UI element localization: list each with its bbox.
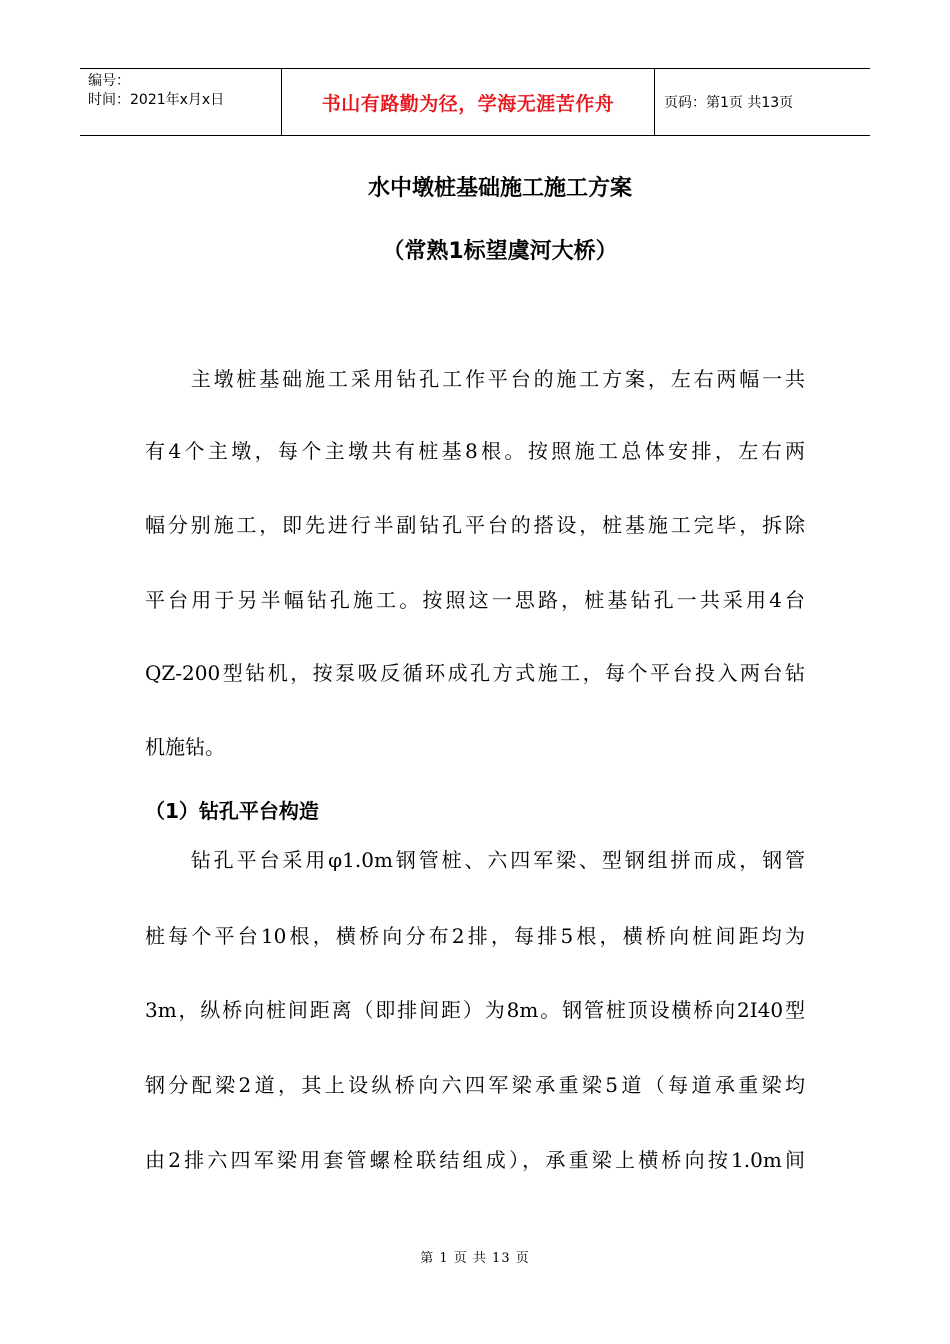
document-title: 水中墩桩基础施工施工方案: [367, 176, 632, 201]
header-divider: [654, 69, 655, 135]
time-label: 时间：2021年x月x日: [88, 92, 225, 108]
document-subtitle: （常熟1标望虞河大桥）: [382, 239, 618, 264]
section-heading: （1）钻孔平台构造: [145, 799, 319, 823]
paragraph-line: 由2排六四军梁用套管螺栓联结组成），承重梁上横桥向按1.0m间: [145, 1148, 805, 1172]
page-footer: 第 1 页 共 13 页: [420, 1251, 530, 1266]
paragraph-line: 钻孔平台采用φ1.0m钢管桩、六四军梁、型钢组拼而成，钢管: [145, 848, 805, 872]
header-meta: [80, 69, 281, 135]
paragraph-line: 机施钻。: [145, 735, 225, 759]
paragraph-line: 主墩桩基础施工采用钻孔工作平台的施工方案，左右两幅一共: [145, 367, 805, 391]
paragraph-line: 有4个主墩，每个主墩共有桩基8根。按照施工总体安排，左右两: [145, 439, 805, 463]
paragraph-line: 桩每个平台10根，横桥向分布2排，每排5根，横桥向桩间距均为: [145, 924, 805, 948]
paragraph-line: 3m，纵桥向桩间距离（即排间距）为8m。钢管桩顶设横桥向2I40型: [145, 998, 805, 1022]
number-label: 编号：: [88, 73, 130, 89]
paragraph-line: QZ-200型钻机，按泵吸反循环成孔方式施工，每个平台投入两台钻: [145, 661, 805, 685]
header-page-info: 页码：第1页 共13页: [664, 95, 794, 111]
paragraph-line: 钢分配梁2道，其上设纵桥向六四军梁承重梁5道（每道承重梁均: [145, 1073, 805, 1097]
paragraph-line: 平台用于另半幅钻孔施工。按照这一思路，桩基钻孔一共采用4台: [145, 588, 805, 612]
header-motto: 书山有路勤为径，学海无涯苦作舟: [321, 92, 615, 115]
paragraph-line: 幅分别施工，即先进行半副钻孔平台的搭设，桩基施工完毕，拆除: [145, 513, 805, 537]
header-table: [80, 68, 870, 136]
